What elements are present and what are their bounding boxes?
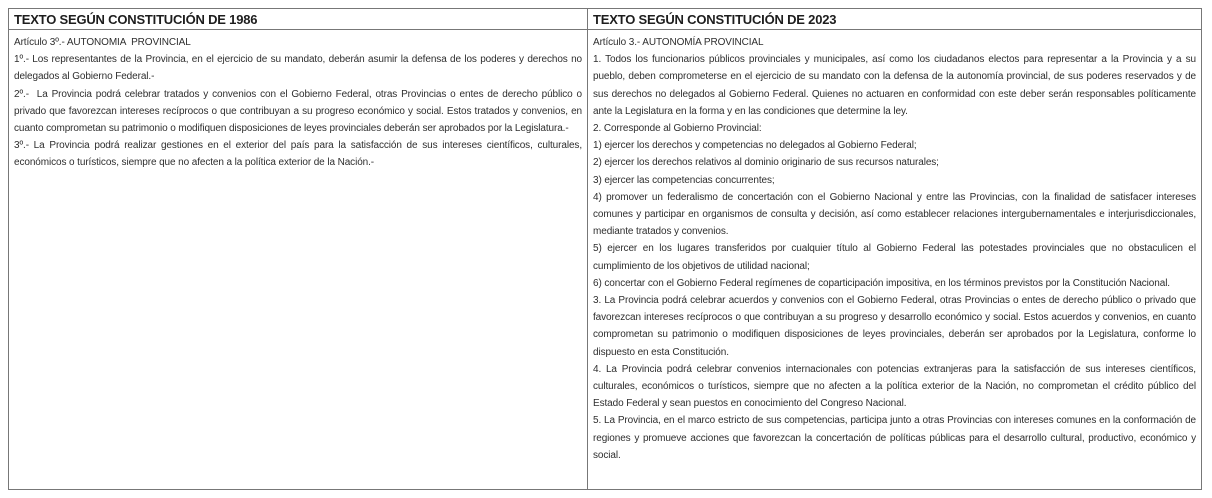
- column-header-1986: TEXTO SEGÚN CONSTITUCIÓN DE 1986: [9, 9, 588, 30]
- column-body-2023: [588, 30, 1202, 490]
- table-body-row: [9, 30, 1202, 490]
- column-header-2023: TEXTO SEGÚN CONSTITUCIÓN DE 2023: [588, 9, 1202, 30]
- table-header-row: [9, 9, 1202, 30]
- constitution-comparison-table: [8, 8, 1202, 490]
- constitution-2023-paragraph: 3) ejercer las competencias concurrentes;: [593, 174, 775, 186]
- constitution-2023-paragraph: Artículo 3.- AUTONOMÍA PROVINCIAL: [593, 37, 764, 48]
- constitution-2023-paragraph: 1) ejercer los derechos y competencias no delegados al Gobierno Federal;: [593, 140, 917, 152]
- constitution-2023-paragraph: 2) ejercer los derechos relativos al dominio originario de sus recursos naturales;: [593, 157, 939, 169]
- constitution-2023-paragraph: 4) promover un federalismo de concertación con el Gobierno Nacional y entre las Provincias, con la finalidad de satisfacer intereses comunes y participar en organismos de consulta y decisión, así como establecer relaciones intergubernamentales e interjurisdiccionales, mediante tratados y convenios.: [593, 191, 1199, 238]
- constitution-2023-paragraph: 5) ejercer en los lugares transferidos por cualquier título al Gobierno Federal las potestades provinciales que no obstaculicen el cumplimiento de los objetivos de utilidad nacional;: [593, 243, 1199, 272]
- constitution-1986-paragraph: Artículo 3º.- AUTONOMIA PROVINCIAL: [14, 37, 191, 48]
- constitution-1986-paragraph: 3º.- La Provincia podrá realizar gestiones en el exterior del país para la satisfacción de sus intereses científicos, culturales, económicos o turísticos, siempre que no afecten a la política exterior de la Nación.-: [14, 140, 585, 169]
- constitution-2023-paragraph: 4. La Provincia podrá celebrar convenios internacionales con potencias extranjeras para la satisfacción de sus intereses científicos, culturales, económicos o turísticos, siempre que no afecten a la política exterior de la Nación, no comprometan el crédito público del Estado Federal y sean puestos en conocimiento del Congreso Nacional.: [593, 363, 1199, 410]
- constitution-2023-paragraph: 6) concertar con el Gobierno Federal regímenes de coparticipación impositiva, en los términos previstos por la Constitución Nacional.: [593, 277, 1170, 289]
- constitution-1986-paragraph: 2º.- La Provincia podrá celebrar tratados y convenios con el Gobierno Federal, otras Provincias o entes de derecho público o privado que favorezcan intereses recíprocos o que contribuyan a su progreso económico y social. Estos tratados y convenios, en cuanto comprometan su patrimonio o modifiquen disposiciones de leyes provinciales deberán ser aprobados por la Legislatura.-: [14, 88, 585, 135]
- column-body-1986: [9, 30, 588, 490]
- constitution-2023-paragraph: 2. Corresponde al Gobierno Provincial:: [593, 123, 762, 135]
- constitution-1986-paragraph: 1º.- Los representantes de la Provincia, en el ejercicio de su mandato, deberán asumir la defensa de los poderes y derechos no delegados al Gobierno Federal.-: [14, 54, 585, 83]
- constitution-2023-paragraph: 1. Todos los funcionarios públicos provinciales y municipales, así como los ciudadanos electos para representar a la Provincia y a su pueblo, deben comprometerse en el ejercicio de su mandato con la defensa de la autonomía provincial, de sus poderes reservados y de sus derechos no delegados al Gobierno Federal. Quienes no actuaren en conformidad con este deber serán responsables políticamente ante la Legislatura en la forma y en las condiciones que determine la ley.: [593, 54, 1199, 117]
- constitution-2023-paragraph: 5. La Provincia, en el marco estricto de sus competencias, participa junto a otras Provincias con intereses comunes en la conformación de regiones y promueve acciones que favorezcan la concertación de políticas públicas para el desarrollo cultural, productivo, económico y social.: [593, 415, 1199, 461]
- constitution-2023-paragraph: 3. La Provincia podrá celebrar acuerdos y convenios con el Gobierno Federal, otras Provincias o entes de derecho público o privado que favorezcan intereses recíprocos o que contribuyan a su progreso y desarrollo económico y social. Estos acuerdos y convenios, en cuanto comprometan su patrimonio o modifiquen disposiciones de leyes provinciales, deberán ser aprobados por la Legislatura, conforme lo dispuesto en esta Constitución.: [593, 295, 1199, 358]
